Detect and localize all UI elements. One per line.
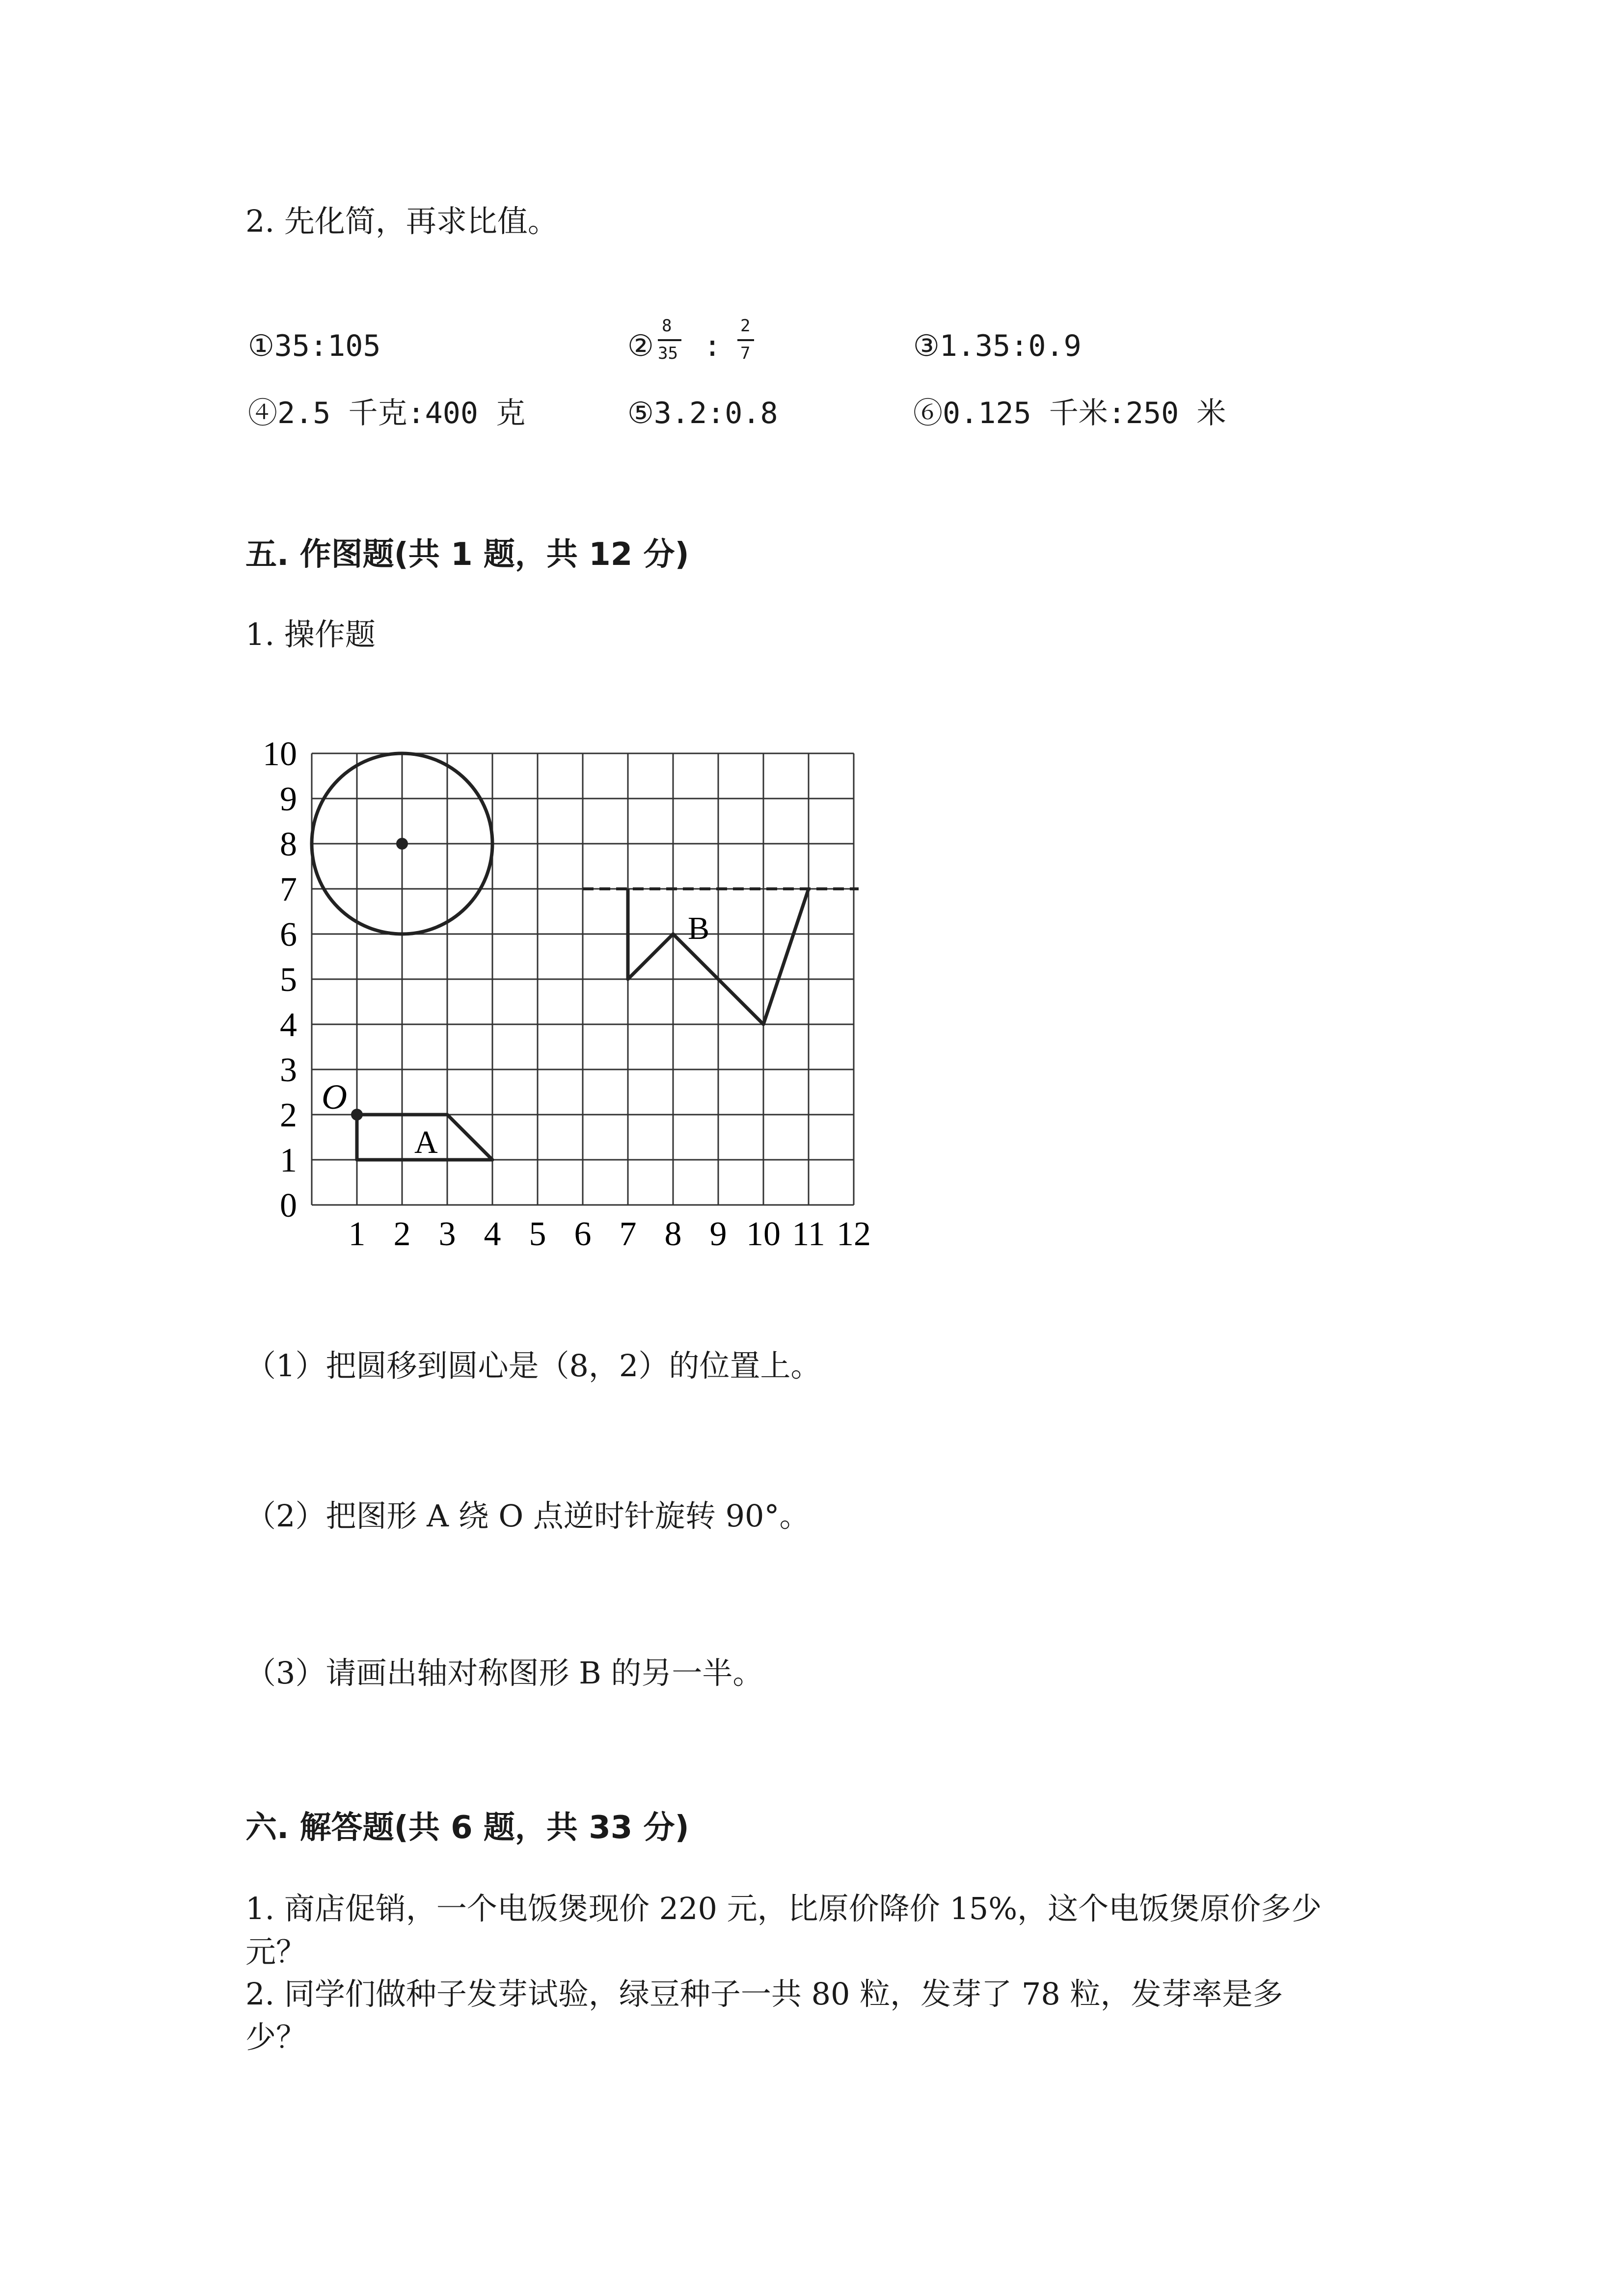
- y-tick: 5: [280, 961, 297, 999]
- ratio-item-2: [627, 317, 775, 375]
- x-tick: 12: [837, 1215, 871, 1253]
- y-tick: 6: [280, 916, 297, 954]
- x-tick: 4: [484, 1215, 501, 1253]
- fraction-2-denominator: 7: [740, 344, 751, 363]
- y-axis-ticks: [263, 735, 297, 1225]
- grid-lines: [312, 753, 854, 1205]
- operation-question-title: 1. 操作题: [245, 616, 376, 652]
- x-axis-ticks: [349, 1215, 871, 1253]
- y-tick: 2: [280, 1096, 297, 1134]
- y-tick: 4: [280, 1006, 297, 1044]
- x-tick: 3: [438, 1215, 456, 1253]
- coordinate-grid-figure: [245, 726, 903, 1266]
- x-tick: 2: [393, 1215, 411, 1253]
- shape-a-label: A: [414, 1124, 438, 1160]
- ratio-item-2-prefix: ②: [627, 329, 654, 363]
- ratio-colon: :: [704, 329, 722, 363]
- x-tick: 11: [792, 1215, 825, 1253]
- x-tick: 5: [529, 1215, 546, 1253]
- origin-label: O: [322, 1077, 347, 1117]
- fraction-2-numerator: 2: [740, 316, 751, 336]
- ratio-item-6: ⑥0.125 千米:250 米: [913, 396, 1226, 430]
- fraction-1-bar: [658, 339, 681, 341]
- y-tick: 10: [263, 735, 297, 773]
- x-tick: 1: [348, 1215, 366, 1253]
- y-tick: 3: [280, 1051, 297, 1089]
- task-3: （3）请画出轴对称图形 B 的另一半。: [245, 1655, 763, 1691]
- circle-center-point: [396, 838, 408, 850]
- task-2: （2）把图形 A 绕 O 点逆时针旋转 90°。: [245, 1498, 810, 1534]
- ratio-item-5: ⑤3.2:0.8: [627, 396, 778, 430]
- ratio-item-3: ③1.35:0.9: [913, 329, 1082, 363]
- ratio-item-1: ①35:105: [248, 329, 381, 363]
- x-tick: 6: [574, 1215, 592, 1253]
- task-1: （1）把圆移到圆心是（8，2）的位置上。: [245, 1348, 821, 1384]
- y-tick: 1: [280, 1142, 297, 1179]
- y-tick: 9: [280, 780, 297, 818]
- problem-2-line-2: 少？: [245, 2019, 307, 2055]
- x-tick: 7: [619, 1215, 637, 1253]
- problem-1-line-2: 元？: [245, 1934, 307, 1970]
- y-tick: 7: [280, 871, 297, 908]
- fraction-1-denominator: 35: [658, 344, 678, 363]
- y-tick: 8: [280, 826, 297, 863]
- y-tick: 0: [280, 1187, 297, 1225]
- x-tick: 10: [746, 1215, 781, 1253]
- shape-b-label: B: [688, 910, 710, 946]
- question-title: 2. 先化简，再求比值。: [245, 203, 558, 239]
- fraction-1-numerator: 8: [662, 316, 672, 336]
- origin-point: [351, 1109, 363, 1121]
- problem-1-line-1: 1. 商店促销，一个电饭煲现价 220 元，比原价降价 15%，这个电饭煲原价多少: [245, 1891, 1322, 1926]
- fraction-2-bar: [737, 339, 754, 341]
- x-tick: 8: [664, 1215, 682, 1253]
- x-tick: 9: [709, 1215, 727, 1253]
- section-5-heading: 五. 作图题(共 1 题，共 12 分): [245, 536, 689, 573]
- ratio-item-4: ④2.5 千克:400 克: [248, 396, 526, 430]
- problem-2-line-1: 2. 同学们做种子发芽试验，绿豆种子一共 80 粒，发芽了 78 粒，发芽率是多: [245, 1976, 1283, 2012]
- section-6-heading: 六. 解答题(共 6 题，共 33 分): [245, 1810, 689, 1846]
